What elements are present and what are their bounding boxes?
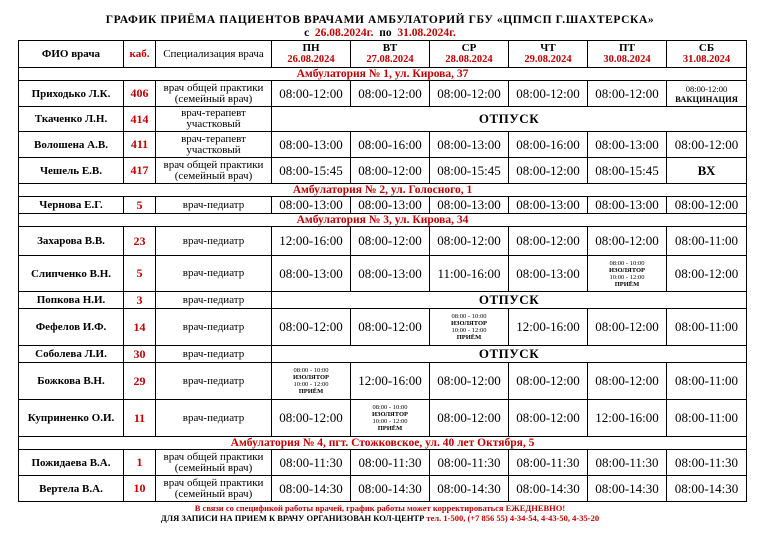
table-row xyxy=(19,107,747,132)
doctor-name: Волошена А.В. xyxy=(19,132,124,158)
doctor-name: Чернова Е.Г. xyxy=(19,197,124,214)
time-cell: 08:00-12:00 xyxy=(272,309,351,346)
time-cell: 08:00-16:00 xyxy=(351,132,430,158)
room-number: 411 xyxy=(124,132,156,158)
ambulatory-header: Амбулатория № 4, пгт. Стожковское, ул. 40 лет Октября, 5 xyxy=(19,437,747,450)
col-header-day: ПН 26.08.2024 xyxy=(272,41,351,68)
time-cell: 08:00-12:00 xyxy=(588,363,667,400)
time-cell: 08:00-11:30 xyxy=(272,450,351,476)
time-cell: 08:00-13:00 xyxy=(272,256,351,292)
doctor-name: Фефелов И.Ф. xyxy=(19,309,124,346)
vaccination-cell: 08:00-12:00 ВАКЦИНАЦИЯ xyxy=(667,81,747,107)
time-cell: 08:00-12:00 xyxy=(509,363,588,400)
room-number: 406 xyxy=(124,81,156,107)
time-cell: 08:00-12:00 xyxy=(509,400,588,437)
specialization: врач общей практики (семейный врач) xyxy=(156,450,272,476)
time-cell: 08:00-12:00 xyxy=(588,81,667,107)
table-row xyxy=(19,197,747,214)
isolator-cell: 08:00 - 10:00 ИЗОЛЯТОР 10:00 - 12:00 ПРИЁМ xyxy=(588,256,667,292)
room-number: 3 xyxy=(124,292,156,309)
col-header-day: ВТ 27.08.2024 xyxy=(351,41,430,68)
table-row xyxy=(19,132,747,158)
time-cell: 08:00-12:00 xyxy=(509,81,588,107)
doctor-name: Захарова В.В. xyxy=(19,227,124,256)
time-cell: 08:00-12:00 xyxy=(667,256,747,292)
time-cell: 08:00-12:00 xyxy=(351,309,430,346)
time-cell: 08:00-12:00 xyxy=(588,309,667,346)
col-header-day: СБ 31.08.2024 xyxy=(667,41,747,68)
doctor-name: Приходько Л.К. xyxy=(19,81,124,107)
schedule-table xyxy=(18,40,747,502)
doctor-name: Пожидаева В.А. xyxy=(19,450,124,476)
col-header-spec: Специализация врача xyxy=(156,41,272,68)
period-line: с 26.08.2024г. по 31.08.2024г. xyxy=(304,27,456,39)
time-cell: 08:00-11:00 xyxy=(667,363,747,400)
time-cell: 08:00-12:00 xyxy=(430,227,509,256)
time-cell: 08:00-12:00 xyxy=(667,132,747,158)
time-cell: 08:00-16:00 xyxy=(509,132,588,158)
period-from: 26.08.2024г. xyxy=(314,27,374,39)
time-cell: 08:00-14:30 xyxy=(272,476,351,502)
page-title: ГРАФИК ПРИЁМА ПАЦИЕНТОВ ВРАЧАМИ АМБУЛАТОРИЙ ГБУ «ЦПМСП Г.ШАХТЕРСКА» xyxy=(105,14,655,26)
ambulatory-header: Амбулатория № 1, ул. Кирова, 37 xyxy=(19,68,747,81)
time-cell: 08:00-13:00 xyxy=(509,256,588,292)
header-row xyxy=(19,41,747,68)
col-header-day: ЧТ 29.08.2024 xyxy=(509,41,588,68)
col-header-day: ПТ 30.08.2024 xyxy=(588,41,667,68)
time-cell: 08:00-12:00 xyxy=(430,363,509,400)
time-cell: 11:00-16:00 xyxy=(430,256,509,292)
time-cell: 12:00-16:00 xyxy=(588,400,667,437)
time-cell: 08:00-13:00 xyxy=(351,256,430,292)
specialization: врач-педиатр xyxy=(156,292,272,309)
time-cell: 08:00-13:00 xyxy=(430,132,509,158)
doctor-name: Куприненко О.И. xyxy=(19,400,124,437)
time-cell: 08:00-11:00 xyxy=(667,227,747,256)
vacation-cell: ОТПУСК xyxy=(272,346,747,363)
time-cell: 08:00-14:30 xyxy=(588,476,667,502)
time-cell: 08:00-12:00 xyxy=(351,227,430,256)
table-row xyxy=(19,476,747,502)
table-row xyxy=(19,450,747,476)
time-cell: 08:00-11:30 xyxy=(509,450,588,476)
time-cell: 08:00-12:00 xyxy=(430,81,509,107)
time-cell: 12:00-16:00 xyxy=(351,363,430,400)
ambulatory-header: Амбулатория № 2, ул. Голосного, 1 xyxy=(19,184,747,197)
specialization: врач общей практики (семейный врач) xyxy=(156,158,272,184)
time-cell: 08:00-13:00 xyxy=(272,197,351,214)
time-cell: 08:00-12:00 xyxy=(430,400,509,437)
specialization: врач-педиатр xyxy=(156,346,272,363)
doctor-name: Ткаченко Л.Н. xyxy=(19,107,124,132)
specialization: врач-педиатр xyxy=(156,400,272,437)
table-row xyxy=(19,400,747,437)
time-cell: 08:00-14:30 xyxy=(430,476,509,502)
specialization: врач-педиатр xyxy=(156,309,272,346)
room-number: 5 xyxy=(124,256,156,292)
table-row xyxy=(19,81,747,107)
isolator-cell: 08:00 - 10:00 ИЗОЛЯТОР 10:00 - 12:00 ПРИЁМ xyxy=(351,400,430,437)
time-cell: 08:00-11:30 xyxy=(430,450,509,476)
specialization: врач общей практики (семейный врач) xyxy=(156,81,272,107)
time-cell: 08:00-12:00 xyxy=(667,197,747,214)
table-row xyxy=(19,363,747,400)
table-row xyxy=(19,158,747,184)
room-number: 414 xyxy=(124,107,156,132)
time-cell: 08:00-14:30 xyxy=(351,476,430,502)
specialization: врач общей практики (семейный врач) xyxy=(156,476,272,502)
isolator-cell: 08:00 - 10:00 ИЗОЛЯТОР 10:00 - 12:00 ПРИЁМ xyxy=(272,363,351,400)
time-cell: 08:00-12:00 xyxy=(272,400,351,437)
time-cell: 08:00-13:00 xyxy=(588,132,667,158)
table-row xyxy=(19,292,747,309)
col-header-fio: ФИО врача xyxy=(19,41,124,68)
room-number: 11 xyxy=(124,400,156,437)
specialization: врач-терапевт участковый xyxy=(156,132,272,158)
time-cell: 08:00-11:30 xyxy=(588,450,667,476)
time-cell: 08:00-11:30 xyxy=(351,450,430,476)
table-row xyxy=(19,346,747,363)
table-row xyxy=(19,309,747,346)
doctor-name: Соболева Л.И. xyxy=(19,346,124,363)
specialization: врач-педиатр xyxy=(156,227,272,256)
time-cell: 08:00-12:00 xyxy=(272,81,351,107)
time-cell: 08:00-12:00 xyxy=(509,158,588,184)
doctor-name: Попкова Н.И. xyxy=(19,292,124,309)
room-number: 10 xyxy=(124,476,156,502)
col-header-kab: каб. xyxy=(124,41,156,68)
day-off-cell: ВХ xyxy=(667,158,747,184)
time-cell: 08:00-13:00 xyxy=(272,132,351,158)
time-cell: 08:00-14:30 xyxy=(667,476,747,502)
room-number: 23 xyxy=(124,227,156,256)
doctor-name: Чешель Е.В. xyxy=(19,158,124,184)
col-header-day: СР 28.08.2024 xyxy=(430,41,509,68)
time-cell: 08:00-12:00 xyxy=(351,158,430,184)
specialization: врач-педиатр xyxy=(156,197,272,214)
doctor-name: Божкова В.Н. xyxy=(19,363,124,400)
period-to: 31.08.2024г. xyxy=(397,27,456,39)
doctor-name: Слипченко В.Н. xyxy=(19,256,124,292)
time-cell: 08:00-15:45 xyxy=(588,158,667,184)
ambulatory-header: Амбулатория № 3, ул. Кирова, 34 xyxy=(19,214,747,227)
time-cell: 08:00-12:00 xyxy=(588,227,667,256)
time-cell: 12:00-16:00 xyxy=(272,227,351,256)
table-row xyxy=(19,256,747,292)
time-cell: 08:00-15:45 xyxy=(430,158,509,184)
doctor-name: Вертела В.А. xyxy=(19,476,124,502)
time-cell: 08:00-15:45 xyxy=(272,158,351,184)
time-cell: 08:00-11:00 xyxy=(667,309,747,346)
specialization: врач-педиатр xyxy=(156,363,272,400)
vacation-cell: ОТПУСК xyxy=(272,292,747,309)
room-number: 5 xyxy=(124,197,156,214)
room-number: 1 xyxy=(124,450,156,476)
footer-note: В связи со спецификой работы врачей, график работы может корректироваться ЕЖЕДНЕВНО! xyxy=(194,503,566,513)
specialization: врач-терапевт участковый xyxy=(156,107,272,132)
time-cell: 08:00-14:30 xyxy=(509,476,588,502)
room-number: 14 xyxy=(124,309,156,346)
time-cell: 08:00-11:30 xyxy=(667,450,747,476)
footer-callcenter: ДЛЯ ЗАПИСИ НА ПРИЕМ К ВРАЧУ ОРГАНИЗОВАН КОЛ-ЦЕНТР тел. 1-500, (+7 856 55) 4-34-54, 4-43-50, 4-35-20 xyxy=(160,513,600,523)
time-cell: 08:00-13:00 xyxy=(509,197,588,214)
room-number: 30 xyxy=(124,346,156,363)
time-cell: 08:00-12:00 xyxy=(351,81,430,107)
table-row xyxy=(19,227,747,256)
room-number: 29 xyxy=(124,363,156,400)
time-cell: 08:00-12:00 xyxy=(509,227,588,256)
vacation-cell: ОТПУСК xyxy=(272,107,747,132)
time-cell: 08:00-13:00 xyxy=(588,197,667,214)
specialization: врач-педиатр xyxy=(156,256,272,292)
isolator-cell: 08:00 - 10:00 ИЗОЛЯТОР 10:00 - 12:00 ПРИЁМ xyxy=(430,309,509,346)
time-cell: 08:00-11:00 xyxy=(667,400,747,437)
time-cell: 08:00-13:00 xyxy=(351,197,430,214)
room-number: 417 xyxy=(124,158,156,184)
time-cell: 08:00-13:00 xyxy=(430,197,509,214)
footer-phones: тел. 1-500, (+7 856 55) 4-34-54, 4-43-50, 4-35-20 xyxy=(426,513,600,523)
time-cell: 12:00-16:00 xyxy=(509,309,588,346)
